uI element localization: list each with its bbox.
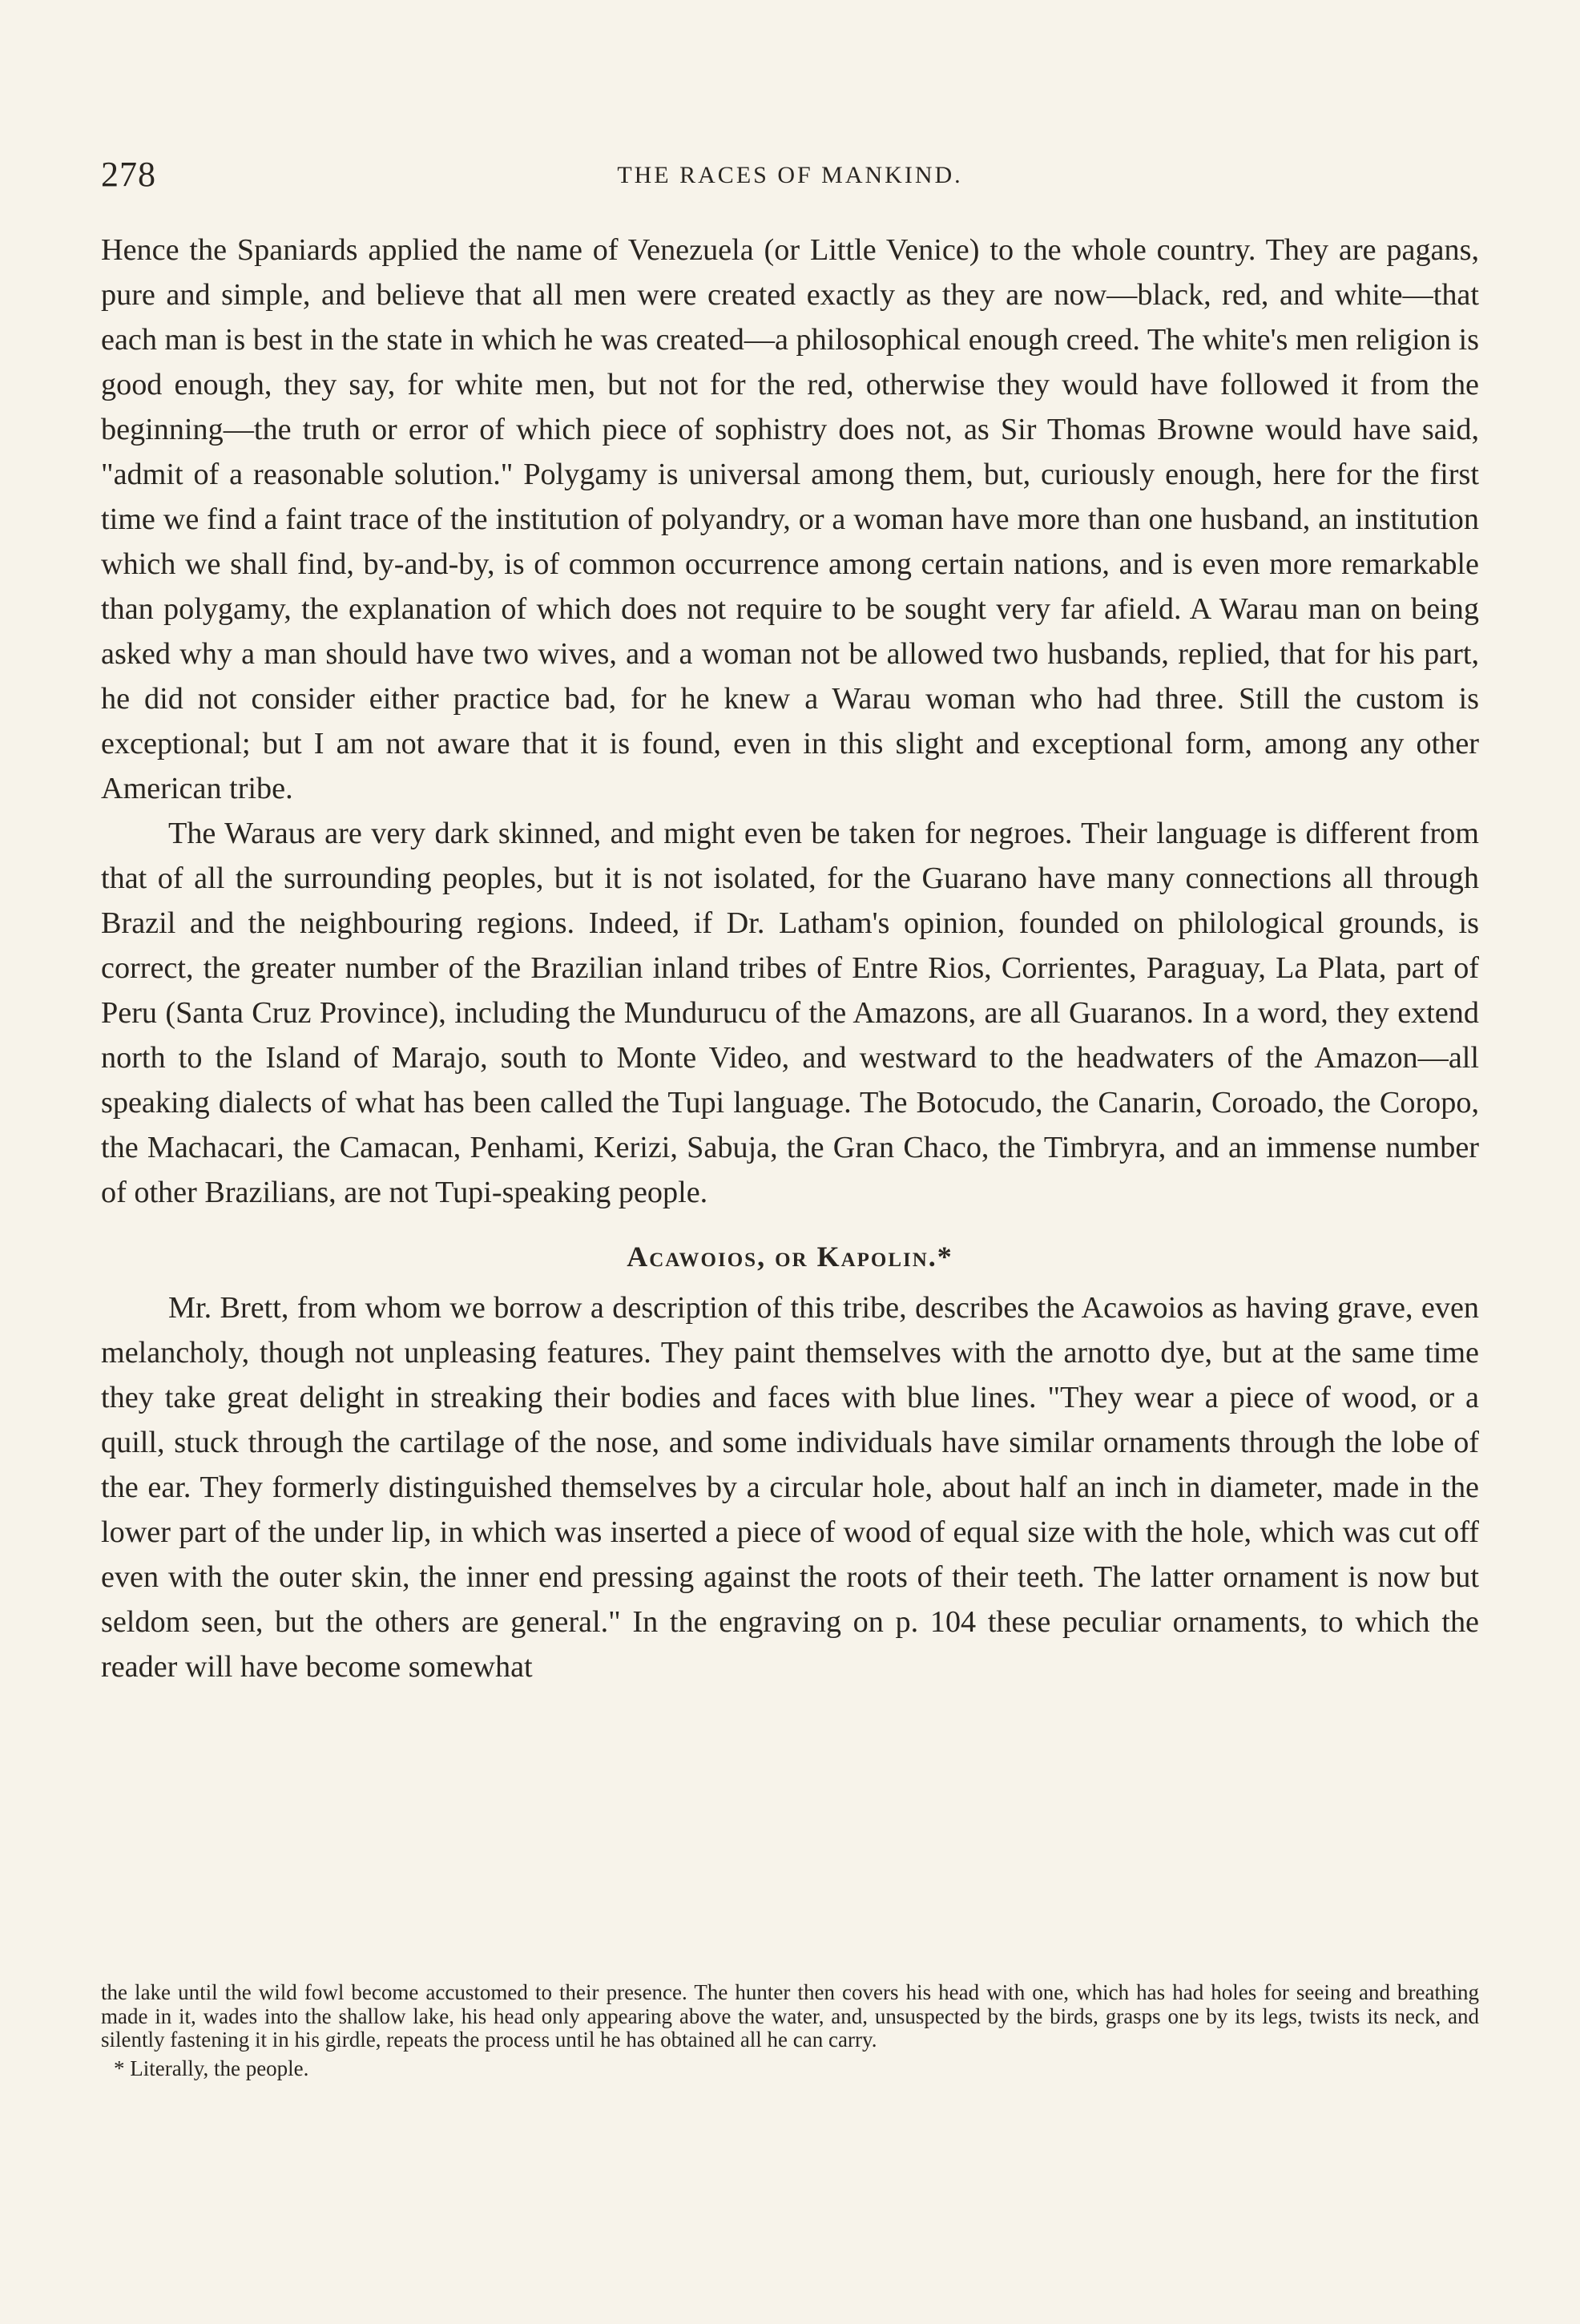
footnote-continued: the lake until the wild fowl become accustomed to their presence. The hunter then covers his head with one, which has had holes for seeing and breathing made in it, wades into the shallow lake, his head only appearing above the water, and, unsuspected by the birds, grasps one by its legs, twists its neck, and silently fastening it in his girdle, repeats the process until he has obtained all he can carry.: [101, 1980, 1479, 2052]
main-text: [101, 228, 1479, 1689]
paragraph-waraus: The Waraus are very dark skinned, and might even be taken for negroes. Their language is different from that of all the surrounding peoples, but it is not isolated, for the Guarano have many connections all through Brazil and the neighbouring regions. Indeed, if Dr. Latham's opinion, founded on philological grounds, is correct, the greater number of the Brazilian inland tribes of Entre Rios, Corrientes, Paraguay, La Plata, part of Peru (Santa Cruz Province), including the Munduruсu of the Amazons, are all Guaranos. In a word, they extend north to the Island of Marajo, south to Monte Video, and westward to the headwaters of the Amazon—all speaking dialects of what has been called the Tupi language. The Botocudo, the Canarin, Coroado, the Coropo, the Machacari, the Camacan, Penhami, Kerizi, Sabuja, the Gran Chaco, the Timbryra, and an immense number of other Brazilians, are not Tupi-speaking people.: [101, 817, 1479, 1209]
paragraph-acawoios: Mr. Brett, from whom we borrow a description of this tribe, describes the Acawoios as having grave, even melancholy, though not unpleasing features. They paint themselves with the arnotto dye, but at the same time they take great delight in streaking their bodies and faces with blue lines. "They wear a piece of wood, or a quill, stuck through the cartilage of the nose, and some individuals have similar ornaments through the lobe of the ear. They formerly distinguished themselves by a circular hole, about half an inch in diameter, made in the lower part of the under lip, in which was inserted a piece of wood of equal size with the hole, which was cut off even with the outer skin, the inner end pressing against the roots of their teeth. The latter ornament is now but seldom seen, but the others are general." In the engraving on p. 104 these peculiar ornaments, to which the reader will have become somewhat: [101, 1291, 1479, 1684]
page-number: 278: [101, 155, 156, 194]
section-heading: Acawoios, or Kapolin.*: [627, 1241, 953, 1273]
page-header: [101, 154, 1479, 202]
running-head: THE RACES OF MANKIND.: [617, 162, 963, 188]
footnotes: [101, 1981, 1479, 2080]
footnote-star: * Literally, the people.: [114, 2056, 309, 2080]
paragraph-continued: Hence the Spaniards applied the name of Venezuela (or Little Venice) to the whole country. They are pagans, pure and simple, and believe that all men were created exactly as they are now—black, red, and white—that each man is best in the state in which he was created—a philosophical enough creed. The white's men religion is good enough, they say, for white men, but not for the red, otherwise they would have followed it from the beginning—the truth or error of which piece of sophistry does not, as Sir Thomas Browne would have said, "admit of a reasonable solution." Polygamy is universal among them, but, curiously enough, here for the first time we find a faint trace of the institution of polyandry, or a woman have more than one husband, an institution which we shall find, by-and-by, is of common occurrence among certain nations, and is even more remarkable than polygamy, the explanation of which does not require to be sought very far afield. A Warau man on being asked why a man should have two wives, and a woman not be allowed two husbands, replied, that for his part, he did not consider either practice bad, for he knew a Warau woman who had three. Still the custom is exceptional; but I am not aware that it is found, even in this slight and exceptional form, among any other American tribe.: [101, 233, 1479, 805]
